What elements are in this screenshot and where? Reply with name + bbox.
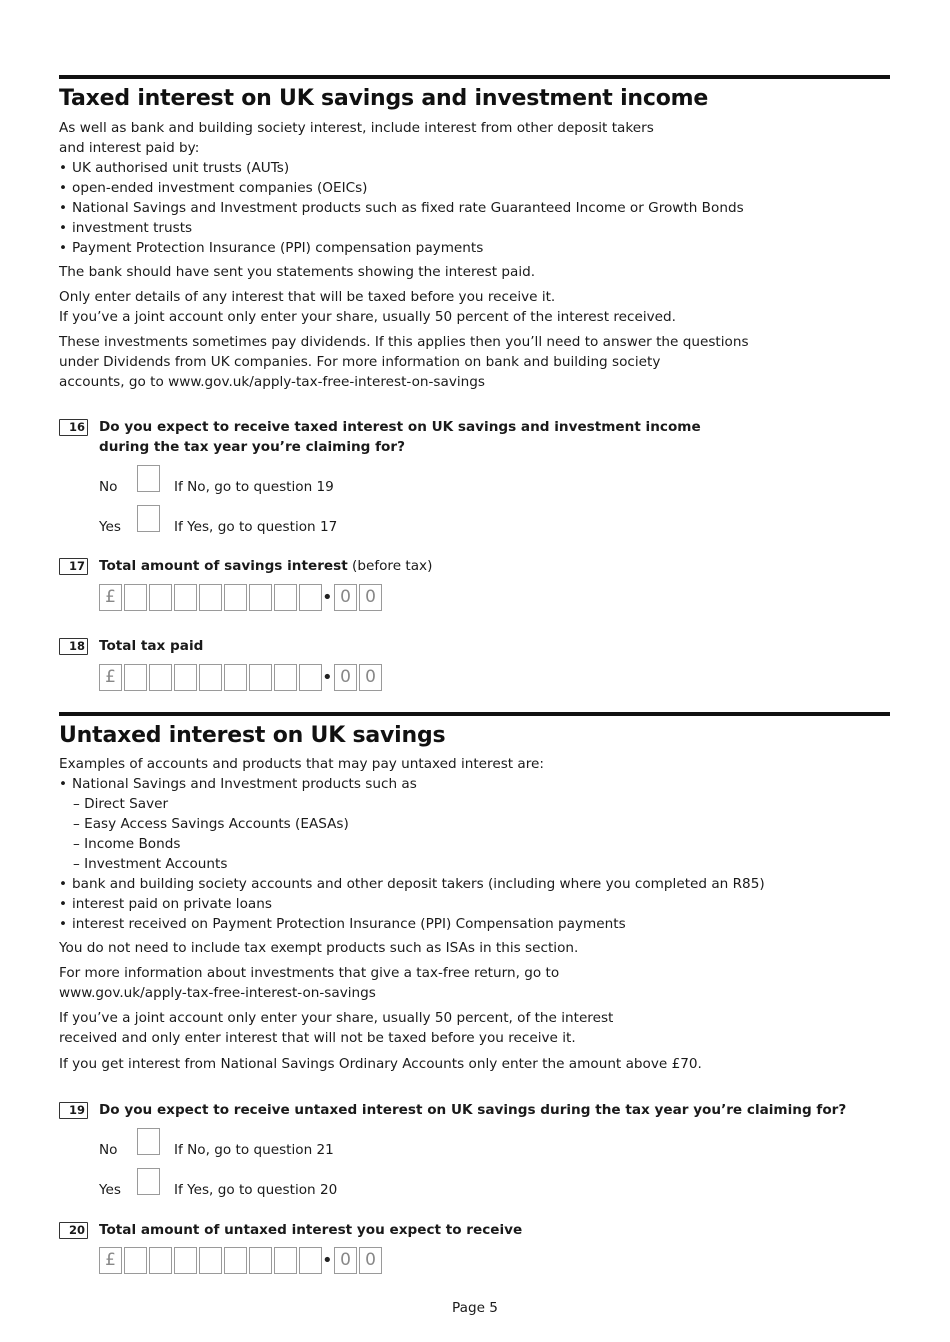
- digit-box[interactable]: [149, 584, 172, 611]
- digit-box[interactable]: [274, 1247, 297, 1274]
- digit-box[interactable]: [274, 584, 297, 611]
- more-info-text: For more information about investments that give a tax-free return, go to: [59, 965, 560, 981]
- intro-text: Examples of accounts and products that may pay untaxed interest are:: [59, 756, 545, 772]
- question-16-text: during the tax year you’re claiming for?: [99, 439, 405, 455]
- pence-box: 0: [334, 664, 357, 691]
- digit-box[interactable]: [149, 1247, 172, 1274]
- q16-yes-label: Yes: [99, 519, 121, 535]
- currency-symbol: £: [99, 664, 122, 691]
- question-16-text: Do you expect to receive taxed interest on UK savings and investment income: [99, 419, 701, 435]
- q16-yes-hint: If Yes, go to question 17: [174, 519, 338, 535]
- digit-box[interactable]: [174, 1247, 197, 1274]
- digit-box[interactable]: [224, 584, 247, 611]
- question-19-text: Do you expect to receive untaxed interest on UK savings during the tax year you’re claiming for?: [99, 1102, 847, 1118]
- nsoa-text: If you get interest from National Savings Ordinary Accounts only enter the amount above £70.: [59, 1056, 702, 1072]
- dividends-text: accounts, go to www.gov.uk/apply-tax-free-interest-on-savings: [59, 374, 485, 390]
- question-number-19: 19: [59, 1102, 88, 1119]
- digit-box[interactable]: [224, 664, 247, 691]
- list-item: • National Savings and Investment products such as: [59, 776, 417, 792]
- sub-list-item: – Income Bonds: [73, 836, 181, 852]
- list-item: • open-ended investment companies (OEICs): [59, 180, 368, 196]
- question-number-17: 17: [59, 558, 88, 575]
- list-item: • interest received on Payment Protection Insurance (PPI) Compensation payments: [59, 916, 626, 932]
- question-number-18: 18: [59, 638, 88, 655]
- digit-box[interactable]: [224, 1247, 247, 1274]
- list-item: • UK authorised unit trusts (AUTs): [59, 160, 290, 176]
- q19-yes-hint: If Yes, go to question 20: [174, 1182, 338, 1198]
- list-item: • Payment Protection Insurance (PPI) compensation payments: [59, 240, 484, 256]
- pence-box: 0: [359, 664, 382, 691]
- digit-box[interactable]: [124, 664, 147, 691]
- question-number-16: 16: [59, 419, 88, 436]
- digit-box[interactable]: [249, 1247, 272, 1274]
- q19-yes-label: Yes: [99, 1182, 121, 1198]
- digit-box[interactable]: [199, 584, 222, 611]
- joint-account-text: If you’ve a joint account only enter your share, usually 50 percent, of the interest: [59, 1010, 614, 1026]
- question-18-text: Total tax paid: [99, 638, 204, 654]
- decimal-point: •: [322, 667, 333, 688]
- digit-box[interactable]: [299, 1247, 322, 1274]
- sub-list-item: – Investment Accounts: [73, 856, 228, 872]
- pence-box: 0: [359, 1247, 382, 1274]
- section-divider: [59, 712, 890, 716]
- isas-text: You do not need to include tax exempt products such as ISAs in this section.: [59, 940, 579, 956]
- sub-list-item: – Direct Saver: [73, 796, 169, 812]
- digit-box[interactable]: [199, 664, 222, 691]
- intro-text: and interest paid by:: [59, 140, 200, 156]
- question-number-20: 20: [59, 1222, 88, 1239]
- q16-yes-checkbox[interactable]: [137, 505, 160, 532]
- q19-yes-checkbox[interactable]: [137, 1168, 160, 1195]
- question-20-text: Total amount of untaxed interest you expect to receive: [99, 1222, 523, 1238]
- dividends-text: These investments sometimes pay dividends. If this applies then you’ll need to answer the questions: [59, 334, 749, 350]
- statements-text: The bank should have sent you statements showing the interest paid.: [59, 264, 536, 280]
- currency-symbol: £: [99, 584, 122, 611]
- digit-box[interactable]: [299, 584, 322, 611]
- q16-no-checkbox[interactable]: [137, 465, 160, 492]
- q16-no-label: No: [99, 479, 118, 495]
- currency-symbol: £: [99, 1247, 122, 1274]
- decimal-point: •: [322, 587, 333, 608]
- list-item: • investment trusts: [59, 220, 193, 236]
- list-item: • interest paid on private loans: [59, 896, 272, 912]
- section-title-untaxed-interest: Untaxed interest on UK savings: [59, 723, 446, 748]
- digit-box[interactable]: [249, 664, 272, 691]
- q16-no-hint: If No, go to question 19: [174, 479, 334, 495]
- digit-box[interactable]: [124, 1247, 147, 1274]
- only-enter-text: Only enter details of any interest that will be taxed before you receive it.: [59, 289, 556, 305]
- pence-box: 0: [359, 584, 382, 611]
- digit-box[interactable]: [299, 664, 322, 691]
- q19-no-hint: If No, go to question 21: [174, 1142, 334, 1158]
- sub-list-item: – Easy Access Savings Accounts (EASAs): [73, 816, 349, 832]
- section-title-taxed-interest: Taxed interest on UK savings and investment income: [59, 86, 709, 111]
- list-item: • bank and building society accounts and other deposit takers (including where you completed an R85): [59, 876, 765, 892]
- digit-box[interactable]: [249, 584, 272, 611]
- digit-box[interactable]: [174, 584, 197, 611]
- joint-account-text: If you’ve a joint account only enter your share, usually 50 percent of the interest received.: [59, 309, 676, 325]
- pence-box: 0: [334, 584, 357, 611]
- digit-box[interactable]: [174, 664, 197, 691]
- digit-box[interactable]: [124, 584, 147, 611]
- question-17-text: Total amount of savings interest (before tax): [99, 558, 433, 574]
- digit-box[interactable]: [199, 1247, 222, 1274]
- page-number: Page 5: [452, 1300, 498, 1316]
- digit-box[interactable]: [274, 664, 297, 691]
- q19-no-checkbox[interactable]: [137, 1128, 160, 1155]
- list-item: • National Savings and Investment products such as fixed rate Guaranteed Income or Growth Bonds: [59, 200, 744, 216]
- intro-text: As well as bank and building society interest, include interest from other deposit takers: [59, 120, 654, 136]
- pence-box: 0: [334, 1247, 357, 1274]
- digit-box[interactable]: [149, 664, 172, 691]
- dividends-text: under Dividends from UK companies. For more information on bank and building society: [59, 354, 661, 370]
- q19-no-label: No: [99, 1142, 118, 1158]
- more-info-link-text: www.gov.uk/apply-tax-free-interest-on-savings: [59, 985, 376, 1001]
- joint-account-text: received and only enter interest that will not be taxed before you receive it.: [59, 1030, 576, 1046]
- section-divider: [59, 75, 890, 79]
- decimal-point: •: [322, 1250, 333, 1271]
